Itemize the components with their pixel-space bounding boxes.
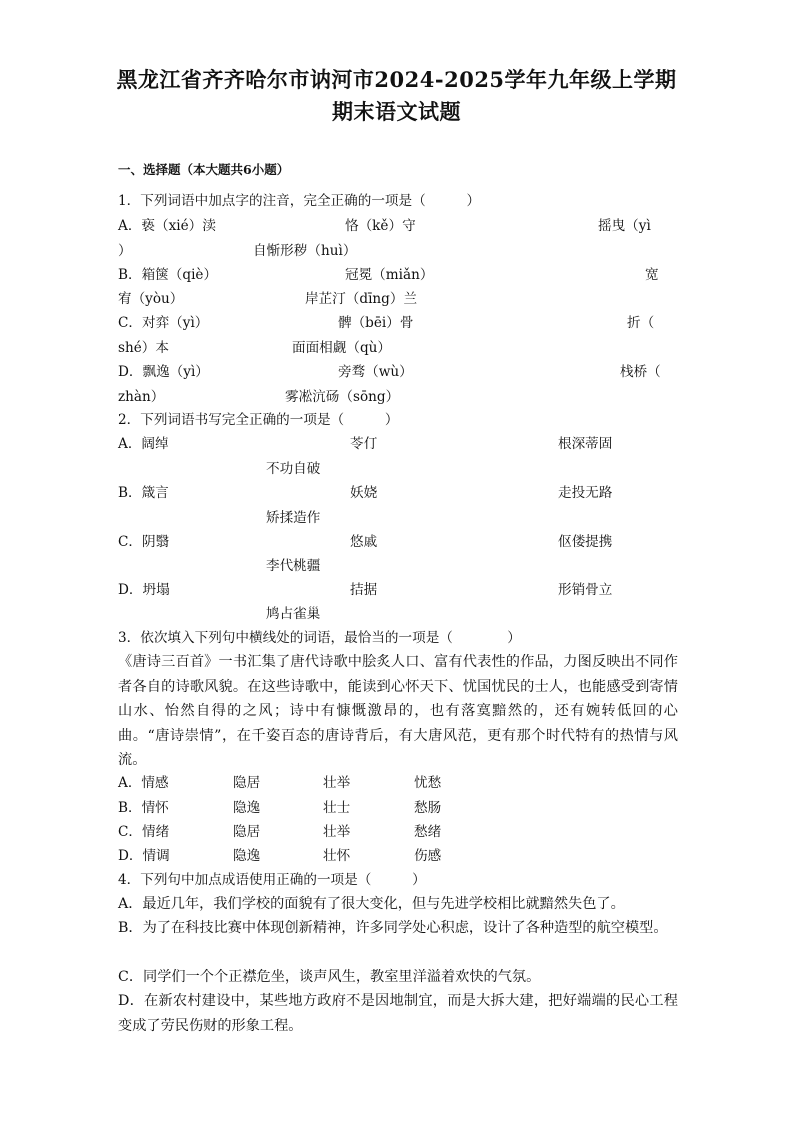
q2-option-a-3: 根深蒂固 (558, 436, 613, 452)
q3-option-c-3: 壮举 (323, 824, 351, 840)
q2-option-c-4: 李代桃疆 (266, 558, 321, 574)
q2-option-c-3: 伛偻提携 (558, 534, 613, 550)
q3-option-c-4: 愁绪 (414, 824, 442, 840)
q1-option-c-3: 折（ (627, 315, 655, 331)
q2-option-d-1: D．坍塌 (118, 582, 170, 598)
q3-option-d-2: 隐逸 (233, 848, 261, 864)
q3-option-a-3: 壮举 (323, 775, 351, 791)
q2-option-a-2: 苓仃 (350, 436, 378, 452)
q3-option-b-1: B．情怀 (118, 800, 169, 816)
q2-option-b-4: 矫揉造作 (266, 510, 321, 526)
q1-option-a-5: 自惭形秽（huì） (253, 243, 357, 259)
q3-passage: 《唐诗三百首》一书汇集了唐代诗歌中脍炙人口、富有代表性的作品，力图反映出不同作者各自的诗歌风貌。在这些诗歌中，能读到心怀天下、忧国忧民的士人，也能感受到寄情山水、怡然自得的之风；诗中有慷慨激昂的，也有落寞黯然的，还有婉转低回的心曲。“唐诗崇情”，在千姿百态的唐诗背后，有大唐风范，更有那个时代特有的热情与风流。 (118, 654, 678, 768)
exam-title-line2: 期末语文试题 (332, 99, 461, 124)
q3-option-b-4: 愁肠 (414, 800, 442, 816)
q2-option-a-1: A．阔绰 (118, 436, 169, 452)
q3-option-b-3: 壮士 (323, 800, 351, 816)
q2-option-d-3: 形销骨立 (558, 582, 613, 598)
q4-option-c: C．同学们一个个正襟危坐，谈声风生，教室里洋溢着欢快的气氛。 (118, 969, 541, 985)
q2-option-b-3: 走投无路 (558, 485, 613, 501)
section-heading: 一、选择题（本大题共6小题） (118, 162, 290, 177)
q2-option-d-2: 拮据 (350, 582, 378, 598)
q4-option-b: B．为了在科技比赛中体现创新精神，许多同学处心积虑，设计了各种造型的航空模型。 (118, 920, 668, 936)
q1-option-b-1: B．箱箧（qiè） (118, 267, 218, 283)
q1-option-b-4: 宥（yòu） (118, 291, 184, 307)
q4-option-d: D．在新农村建设中，某些地方政府不是因地制宜，而是大拆大建，把好端端的民心工程变成了劳民伤财的形象工程。 (118, 993, 678, 1034)
q3-option-c-2: 隐居 (233, 824, 261, 840)
q3-option-a-1: A．情感 (118, 775, 169, 791)
q1-option-d-2: 旁骛（wù） (338, 364, 413, 380)
q1-option-d-3: 栈桥（ (620, 364, 661, 380)
q1-option-d-5: 雾凇沆砀（sōng） (285, 389, 400, 405)
q3-option-d-3: 壮怀 (323, 848, 351, 864)
q1-option-a-3: 摇曳（yì (598, 218, 651, 234)
q1-option-d-1: D．飘逸（yì） (118, 364, 209, 380)
q1-option-d-4: zhàn） (118, 389, 165, 405)
q1-stem: 1．下列词语中加点字的注音，完全正确的一项是（ ） (118, 193, 481, 209)
q3-stem: 3．依次填入下列句中横线处的词语，最恰当的一项是（ ） (118, 630, 521, 646)
q1-option-a-4: ） (118, 243, 132, 259)
q2-option-c-1: C．阴翳 (118, 534, 170, 550)
q1-option-b-3: 宽 (645, 267, 659, 283)
q3-option-c-1: C．情绪 (118, 824, 170, 840)
q1-option-c-2: 髀（bēi）骨 (338, 315, 414, 331)
q2-option-b-2: 妖娆 (350, 485, 378, 501)
q2-option-c-2: 悠戚 (350, 534, 378, 550)
q3-option-a-2: 隐居 (233, 775, 261, 791)
q2-option-b-1: B．箴言 (118, 485, 169, 501)
q4-option-a: A．最近几年，我们学校的面貌有了很大变化，但与先进学校相比就黯然失色了。 (118, 896, 625, 912)
q1-option-c-4: shé）本 (118, 340, 169, 356)
q1-option-b-5: 岸芷汀（dīng）兰 (305, 291, 418, 307)
q3-option-a-4: 忧愁 (414, 775, 442, 791)
q1-option-b-2: 冠冕（miǎn） (345, 267, 434, 283)
q1-option-a-1: A．亵（xié）渎 (118, 218, 216, 234)
q1-option-a-2: 恪（kě）守 (345, 218, 416, 234)
q2-stem: 2．下列词语书写完全正确的一项是（ ） (118, 412, 399, 428)
q3-option-b-2: 隐逸 (233, 800, 261, 816)
exam-title-line1: 黑龙江省齐齐哈尔市讷河市2024-2025学年九年级上学期 (116, 67, 677, 92)
q2-option-a-4: 不功自破 (266, 461, 321, 477)
q2-option-d-4: 鸠占雀巢 (266, 606, 321, 622)
q3-option-d-1: D．情调 (118, 848, 170, 864)
q1-option-c-5: 面面相觑（qù） (292, 340, 392, 356)
q4-stem: 4．下列句中加点成语使用正确的一项是（ ） (118, 872, 426, 888)
q3-option-d-4: 伤感 (414, 848, 442, 864)
q1-option-c-1: C．对弈（yì） (118, 315, 209, 331)
